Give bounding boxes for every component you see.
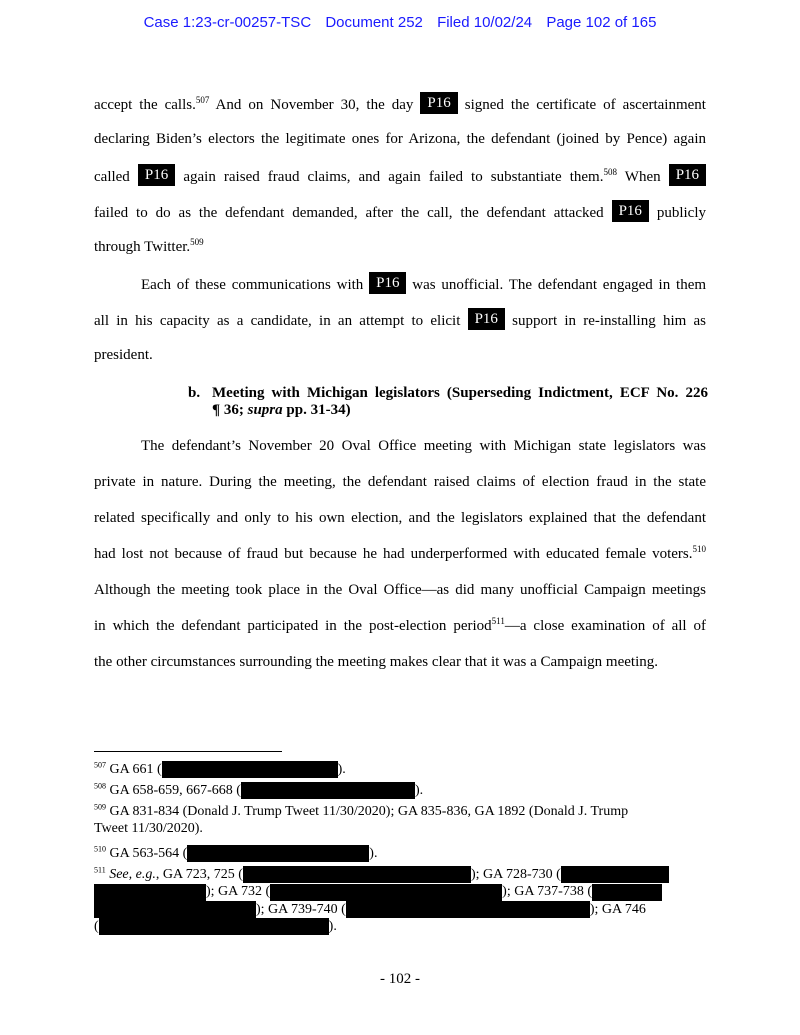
- body-line: all in his capacity as a candidate, in an attempt to elicit P16 support in re-installing him as: [94, 310, 706, 332]
- redaction-box: [243, 866, 471, 883]
- body-line: called P16 again raised fraud claims, and again failed to substantiate them.$^{508}$ When P16: [94, 166, 706, 188]
- footnote-507: $^{507}$ GA 661 ( ).: [94, 760, 346, 777]
- section-title-line1: Meeting with Michigan legislators (Superseding Indictment, ECF No. 226: [212, 385, 708, 401]
- body-line: related specifically and only to his own election, and the legislators explained that the defendant: [94, 510, 706, 526]
- redaction-tag: P16: [420, 92, 457, 114]
- page-of-total: Page 102 of 165: [546, 14, 657, 31]
- redaction-tag: P16: [138, 164, 175, 186]
- body-line: accept the calls.$^{507}$ And on November 30, the day P16 signed the certificate of ascertainment: [94, 94, 706, 116]
- body-line: declaring Biden’s electors the legitimate ones for Arizona, the defendant (joined by Pence) again: [94, 131, 706, 147]
- redaction-box: [94, 884, 206, 901]
- footnote-ref[interactable]: 509: [190, 237, 204, 247]
- body-line: The defendant’s November 20 Oval Office meeting with Michigan state legislators was: [141, 438, 706, 454]
- body-line: the other circumstances surrounding the meeting makes clear that it was a Campaign meeting.: [94, 654, 658, 670]
- footnote-ref[interactable]: 507: [195, 95, 210, 105]
- redaction-tag: P16: [468, 308, 505, 330]
- redaction-box: [187, 845, 369, 862]
- section-label: b.: [188, 385, 201, 401]
- redaction-box: [162, 761, 338, 778]
- body-line: private in nature. During the meeting, the defendant raised claims of election fraud in the state: [94, 474, 706, 490]
- body-line: president.: [94, 347, 153, 363]
- redaction-box: [592, 884, 662, 901]
- footnote-508: $^{508}$ GA 658-659, 667-668 ( ).: [94, 781, 424, 798]
- document-number: Document 252: [325, 14, 423, 31]
- filed-date: Filed 10/02/24: [437, 14, 533, 31]
- page-number: - 102 -: [380, 971, 420, 987]
- body-line: through Twitter.$^{509}$: [94, 237, 204, 255]
- body-line: Although the meeting took place in the Oval Office—as did many unofficial Campaign meetings: [94, 582, 706, 598]
- body-line: failed to do as the defendant demanded, after the call, the defendant attacked P16 publicly: [94, 202, 706, 224]
- body-line: in which the defendant participated in the post-election period$^{511}$—a close examination of all of: [94, 616, 707, 634]
- redaction-box: [346, 901, 590, 918]
- footnote-separator: [94, 751, 282, 752]
- redaction-box: [270, 884, 502, 901]
- footnote-ref[interactable]: 511: [491, 616, 505, 626]
- redaction-tag: P16: [669, 164, 706, 186]
- footnote-ref[interactable]: 508: [603, 167, 617, 177]
- redaction-box: [94, 901, 256, 918]
- section-heading: [188, 385, 708, 419]
- redaction-box: [241, 782, 415, 799]
- section-title-line2: ¶ 36; supra pp. 31-34): [212, 402, 351, 418]
- redaction-tag: P16: [612, 200, 649, 222]
- case-header: [0, 14, 800, 31]
- redaction-box: [561, 866, 669, 883]
- footnote-511: $^{511}$ See, e.g., GA 723, 725 ( ); GA 728-730 ( ); GA 732 ( ); GA 737-738 ( ); GA 739-740 ( ); GA 746 ( ).: [94, 866, 706, 935]
- body-line: Each of these communications with P16 was unofficial. The defendant engaged in them: [141, 274, 706, 296]
- footnote-510: $^{510}$ GA 563-564 ( ).: [94, 844, 378, 861]
- body-line: had lost not because of fraud but because he had underperformed with educated female voters.$^{510}$: [94, 544, 706, 562]
- footnote-ref[interactable]: 510: [692, 544, 706, 554]
- redaction-box: [99, 918, 329, 935]
- redaction-tag: P16: [369, 272, 406, 294]
- footnote-509: $^{509}$ GA 831-834 (Donald J. Trump Tweet 11/30/2020); GA 835-836, GA 1892 (Donald J. Trump Tweet 11/30/2020).: [94, 802, 629, 836]
- case-number: Case 1:23-cr-00257-TSC: [143, 14, 312, 31]
